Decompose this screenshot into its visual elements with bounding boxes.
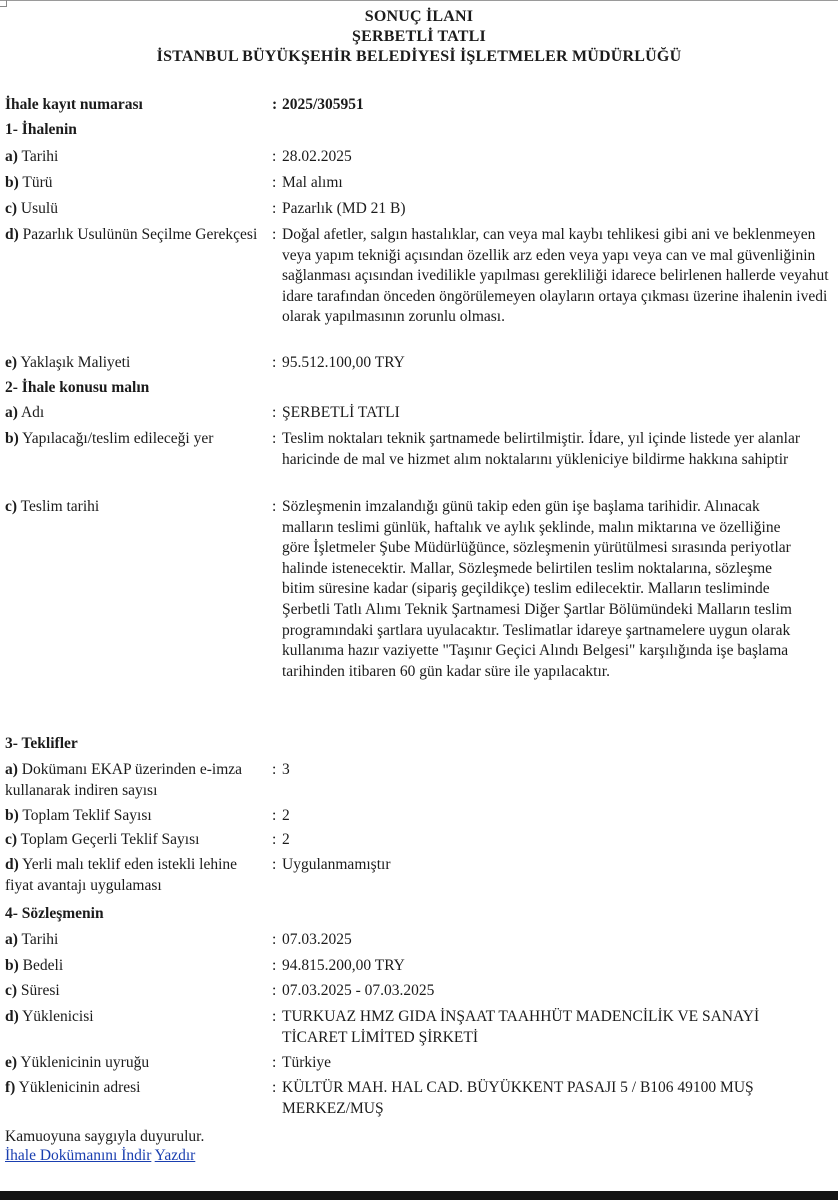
row-sep: : xyxy=(272,354,277,371)
row-key: c) xyxy=(5,982,18,999)
row-value: Uygulanmamıştır xyxy=(282,856,391,873)
row-label: Yüklenicinin adresi xyxy=(18,1079,141,1096)
row-value: 94.815.200,00 TRY xyxy=(282,957,405,974)
row-label: Tarihi xyxy=(21,148,59,165)
row-value: Teslim noktaları teknik şartnamede belirtilmiştir. İdare, yıl içinde listede yer alanlar haricinde de mal ve hizmet alım noktalarını yükleniciye bildirme hakkına sahiptir xyxy=(282,430,800,468)
row-sep: : xyxy=(272,957,277,974)
row-key: b) xyxy=(5,174,19,191)
row-key: d) xyxy=(5,1008,19,1025)
row-key: a) xyxy=(5,761,18,778)
header-title: SONUÇ İLANI xyxy=(364,8,474,25)
row-label: Teslim tarihi xyxy=(20,498,100,515)
registry-label: İhale kayıt numarası xyxy=(5,96,143,113)
row-value: Doğal afetler, salgın hastalıklar, can veya mal kaybı tehlikesi gibi ani ve beklenmeyen veya yapım tekniği açısından özellik arz eden veya yapı veya can ve mal güvenliğinin sağlanması açısından ivedilikle yapılması gerekliliği idarece belirlenen hallerde veyahut idare tarafından önceden öngörülemeyen olayların ortaya çıkması üzerine ihalenin ivedi olarak yapılmasının zorunlu olması. xyxy=(282,226,829,326)
row-sep: : xyxy=(272,761,277,778)
row-label: Yerli malı teklif eden istekli lehine fiyat avantajı uygulaması xyxy=(5,856,238,894)
row-value: Sözleşmenin imzalandığı günü takip eden gün işe başlama tarihidir. Alınacak malların teslimi günlük, haftalık ve aylık şeklinde, malın miktarına ve özelliğine göre İşletmeler Şube Müdürlüğünce, sözleşmenin yürütülmesi sırasında periyotlar halinde istenecektir. Mallar, Sözleşmede belirtilen teslim noktalarına, sözleşme bitim süresine kadar (sipariş geçildikçe) teslim edilecektir. Malların tesliminde Şerbetli Tatlı Alımı Teknik Şartnamesi Diğer Şartlar Bölümündeki Malların teslim programındaki şartlara uyulacaktır. Teslimatlar idareye şartnamelere uygun olarak kullanıma hazır vaziyette "Taşınır Geçici Alındı Belgesi" karşılığında işe başlama tarihinden itibaren 60 gün kadar süre ile yapılacaktır. xyxy=(282,498,792,680)
row-value: KÜLTÜR MAH. HAL CAD. BÜYÜKKENT PASAJI 5 / B106 49100 MUŞ MERKEZ/MUŞ xyxy=(282,1079,754,1117)
row-value: 3 xyxy=(282,761,290,778)
row-sep: : xyxy=(272,430,277,447)
row-sep: : xyxy=(272,831,277,848)
row-value: 95.512.100,00 TRY xyxy=(282,354,405,371)
row-sep: : xyxy=(272,148,277,165)
row-label: Toplam Geçerli Teklif Sayısı xyxy=(20,831,200,848)
section3-title: 3- Teklifler xyxy=(5,735,78,752)
row-label: Türü xyxy=(22,174,53,191)
top-border xyxy=(0,0,838,1)
row-value: Mal alımı xyxy=(282,174,343,191)
section2-title: 2- İhale konusu malın xyxy=(5,379,150,396)
row-value: 2 xyxy=(282,831,290,848)
row-sep: : xyxy=(272,498,277,515)
row-key: d) xyxy=(5,226,19,243)
row-key: c) xyxy=(5,831,18,848)
download-document-link[interactable]: İhale Dokümanını İndir xyxy=(5,1147,152,1164)
row-key: a) xyxy=(5,148,18,165)
row-value: 07.03.2025 - 07.03.2025 xyxy=(282,982,435,999)
row-key: d) xyxy=(5,856,19,873)
row-value: Pazarlık (MD 21 B) xyxy=(282,200,406,217)
row-value: Türkiye xyxy=(282,1054,332,1071)
row-sep: : xyxy=(272,174,277,191)
row-sep: : xyxy=(272,982,277,999)
row-key: e) xyxy=(5,354,18,371)
row-key: c) xyxy=(5,200,18,217)
row-key: a) xyxy=(5,931,18,948)
row-key: b) xyxy=(5,807,19,824)
row-value: ŞERBETLİ TATLI xyxy=(282,404,400,421)
registry-sep: : xyxy=(272,96,278,113)
row-sep: : xyxy=(272,1054,277,1071)
row-label: Yüklenicinin uyruğu xyxy=(20,1054,150,1071)
print-link[interactable]: Yazdır xyxy=(154,1147,196,1164)
row-sep: : xyxy=(272,856,277,873)
row-value: 28.02.2025 xyxy=(282,148,352,165)
corner-mark xyxy=(0,0,7,7)
row-sep: : xyxy=(272,807,277,824)
section1-title: 1- İhalenin xyxy=(5,121,77,138)
footer-links xyxy=(5,1146,195,1166)
row-sep: : xyxy=(272,404,277,421)
row-label: Tarihi xyxy=(21,931,59,948)
row-label: Yapılacağı/teslim edileceği yer xyxy=(22,430,214,447)
section4-title: 4- Sözleşmenin xyxy=(5,905,104,922)
row-sep: : xyxy=(272,1079,277,1096)
row-value: 2 xyxy=(282,807,290,824)
row-sep: : xyxy=(272,931,277,948)
row-sep: : xyxy=(272,226,277,243)
closing-note: Kamuoyuna saygıyla duyurulur. xyxy=(5,1128,205,1145)
header-subject: ŞERBETLİ TATLI xyxy=(352,28,486,45)
row-label: Yaklaşık Maliyeti xyxy=(20,354,131,371)
row-key: e) xyxy=(5,1054,18,1071)
row-label: Usulü xyxy=(20,200,58,217)
row-key: a) xyxy=(5,404,18,421)
row-sep: : xyxy=(272,1008,277,1025)
row-key: b) xyxy=(5,430,19,447)
row-label: Pazarlık Usulünün Seçilme Gerekçesi xyxy=(22,226,258,243)
row-label: Toplam Teklif Sayısı xyxy=(22,807,152,824)
row-sep: : xyxy=(272,200,277,217)
row-key: b) xyxy=(5,957,19,974)
row-label: Süresi xyxy=(20,982,60,999)
bottom-bar xyxy=(0,1191,838,1200)
row-label: Adı xyxy=(20,404,45,421)
row-value: TURKUAZ HMZ GIDA İNŞAAT TAAHHÜT MADENCİLİK VE SANAYİ TİCARET LİMİTED ŞİRKETİ xyxy=(282,1008,760,1046)
row-key: c) xyxy=(5,498,18,515)
registry-value: 2025/305951 xyxy=(282,96,364,113)
row-value: 07.03.2025 xyxy=(282,931,352,948)
row-label: Yüklenicisi xyxy=(22,1008,94,1025)
row-label: Dokümanı EKAP üzerinden e-imza kullanarak indiren sayısı xyxy=(5,761,243,799)
row-label: Bedeli xyxy=(22,957,64,974)
header-institution: İSTANBUL BÜYÜKŞEHİR BELEDİYESİ İŞLETMELER MÜDÜRLÜĞÜ xyxy=(156,48,682,65)
row-key: f) xyxy=(5,1079,16,1096)
